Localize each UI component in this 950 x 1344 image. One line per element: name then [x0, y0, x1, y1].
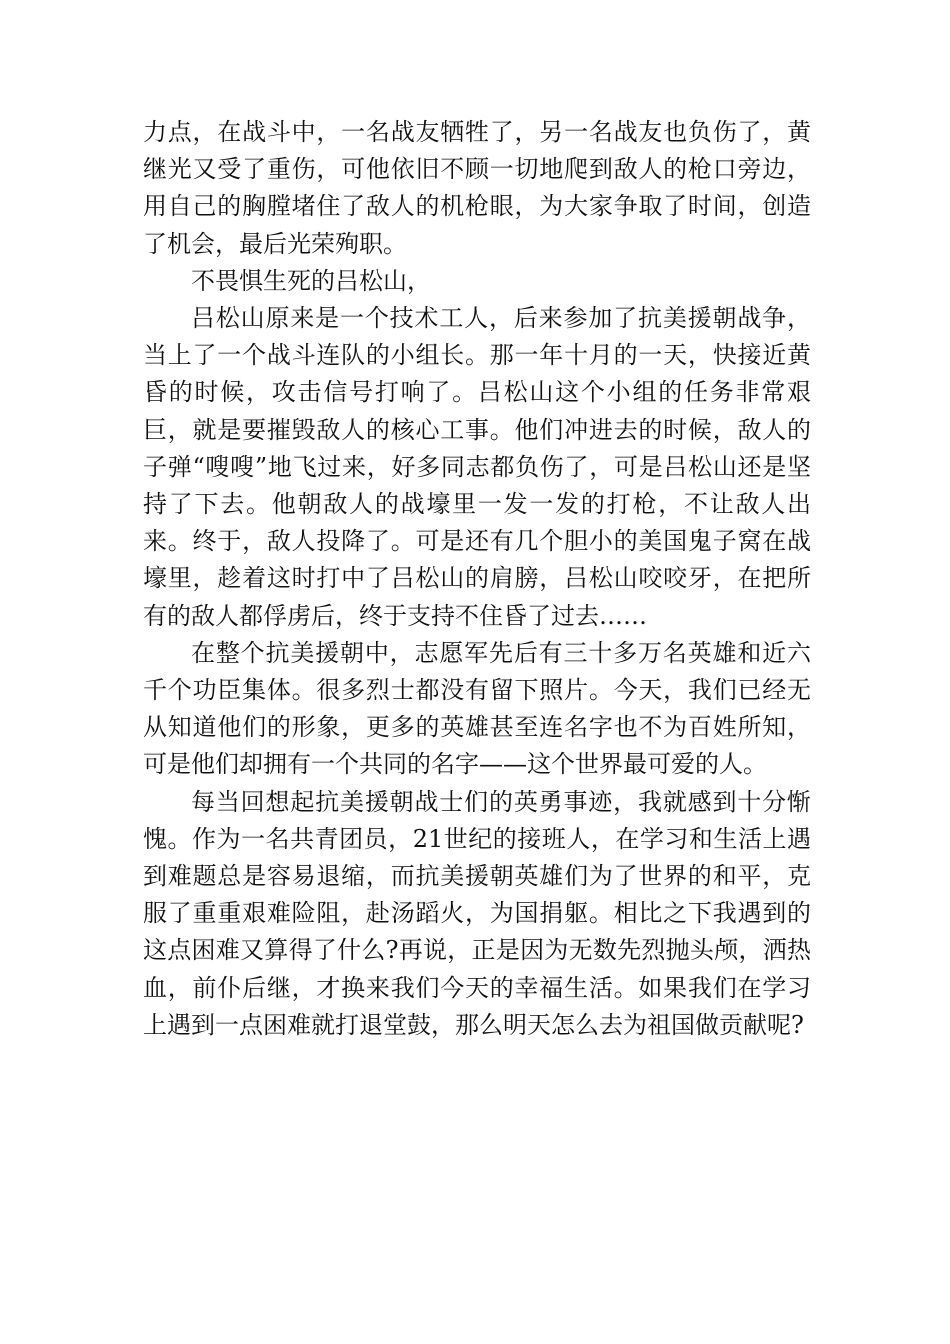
paragraph-volunteer-heroes: 在整个抗美援朝中，志愿军先后有三十多万名英雄和近六千个功臣集体。很多烈士都没有留下照片。今天，我们已经无从知道他们的形象，更多的英雄甚至连名字也不为百姓所知，可是他们却拥有一个共同的名字——这个世界最可爱的人。	[143, 638, 811, 779]
section-heading-lv-songshan: 不畏惧生死的吕松山，	[191, 266, 431, 295]
paragraph-huang-jiguang-continued: 力点，在战斗中，一名战友牺牲了，另一名战友也负伤了，黄继光又受了重伤，可他依旧不顾一切地爬到敌人的枪口旁边，用自己的胸膛堵住了敌人的机枪眼，为大家争取了时间，创造了机会，最后光荣殉职。	[143, 118, 811, 258]
paragraph-lv-songshan-story: 吕松山原来是一个技术工人，后来参加了抗美援朝战争，当上了一个战斗连队的小组长。那一年十月的一天，快接近黄昏的时候，攻击信号打响了。吕松山这个小组的任务非常艰巨，就是要摧毁敌人的核心工事。他们冲进去的时候，敌人的子弹“嗖嗖”地飞过来，好多同志都负伤了，可是吕松山还是坚持了下去。他朝敌人的战壕里一发一发的打枪，不让敌人出来。终于，敌人投降了。可是还有几个胆小的美国鬼子窝在战壕里，趁着这时打中了吕松山的肩膀，吕松山咬咬牙，在把所有的敌人都俘虏后，终于支持不住昏了过去……	[143, 304, 811, 630]
paragraph-reflection: 每当回想起抗美援朝战士们的英勇事迹，我就感到十分惭愧。作为一名共青团员，21世纪的接班人，在学习和生活上遇到难题总是容易退缩，而抗美援朝英雄们为了世界的和平，克服了重重艰难险阻，赴汤蹈火，为国捐躯。相比之下我遇到的这点困难又算得了什么?再说，正是因为无数先烈抛头颅，洒热血，前仆后继，才换来我们今天的幸福生活。如果我们在学习上遇到一点困难就打退堂鼓，那么明天怎么去为祖国做贡献呢?	[143, 787, 811, 1039]
document-body	[143, 114, 811, 1044]
